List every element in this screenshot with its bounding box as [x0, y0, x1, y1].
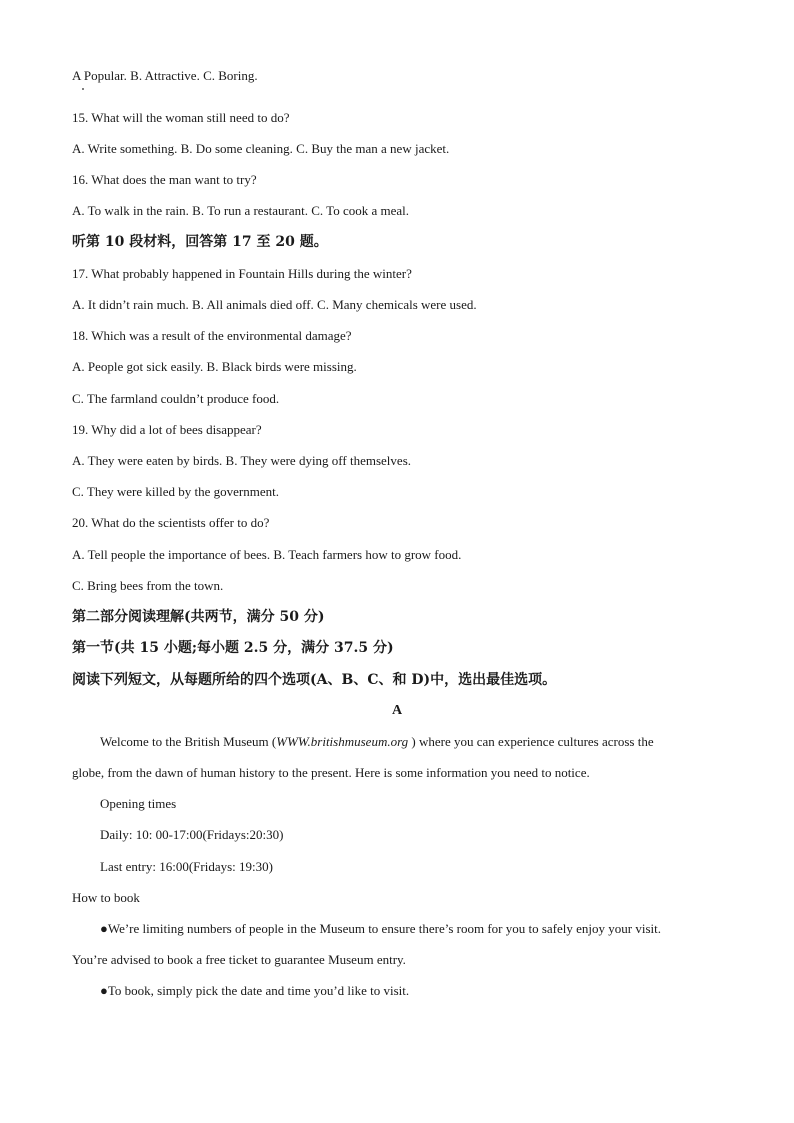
museum-website: WWW.britishmuseum.org	[276, 734, 412, 749]
passage-line-1	[100, 734, 654, 750]
q19-options-ab: A. They were eaten by birds. B. They were dying off themselves.	[72, 453, 411, 468]
daily-hours: Daily: 10: 00-17:00(Fridays:20:30)	[100, 827, 284, 842]
section-one-heading: 第一节(共 15 小题;每小题 2.5 分，满分 37.5 分)	[72, 640, 394, 656]
q14-options: A Popular. B. Attractive. C. Boring.	[72, 68, 258, 83]
q17-options: A. It didn’t rain much. B. All animals died off. C. Many chemicals were used.	[72, 297, 477, 312]
passage-title: A	[391, 703, 403, 718]
passage-text: ) where you can experience cultures across the	[411, 734, 654, 749]
q16-options: A. To walk in the rain. B. To run a restaurant. C. To cook a meal.	[72, 203, 410, 218]
stray-mark	[82, 88, 84, 90]
q19-question: 19. Why did a lot of bees disappear?	[72, 422, 262, 437]
q19-option-c: C. They were killed by the government.	[72, 484, 279, 499]
booking-bullet-1-cont: You’re advised to book a free ticket to guarantee Museum entry.	[72, 952, 406, 967]
passage-text: Welcome to the British Museum (	[100, 734, 277, 749]
q18-question: 18. Which was a result of the environmental damage?	[72, 328, 352, 343]
q20-options-ab: A. Tell people the importance of bees. B. Teach farmers how to grow food.	[72, 547, 462, 562]
q15-question: 15. What will the woman still need to do?	[72, 110, 290, 125]
q18-option-c: C. The farmland couldn’t produce food.	[72, 391, 280, 406]
q18-options-ab: A. People got sick easily. B. Black birds were missing.	[72, 359, 357, 374]
last-entry: Last entry: 16:00(Fridays: 19:30)	[100, 859, 273, 874]
q20-question: 20. What do the scientists offer to do?	[72, 515, 270, 530]
q17-question: 17. What probably happened in Fountain Hills during the winter?	[72, 266, 412, 281]
reading-instruction: 阅读下列短文，从每题所给的四个选项(A、B、C、和 D)中，选出最佳选项。	[72, 672, 557, 688]
how-to-book-heading: How to book	[72, 890, 140, 905]
booking-bullet-2: ●To book, simply pick the date and time you’d like to visit.	[100, 983, 410, 998]
q16-question: 16. What does the man want to try?	[72, 172, 257, 187]
section-instruction-10: 听第 10 段材料，回答第 17 至 20 题。	[72, 234, 328, 250]
booking-bullet-1: ●We’re limiting numbers of people in the Museum to ensure there’s room for you to safely enjoy your visit.	[100, 921, 661, 936]
part-two-heading: 第二部分阅读理解(共两节，满分 50 分)	[72, 609, 325, 625]
q20-option-c: C. Bring bees from the town.	[72, 578, 224, 593]
q15-options: A. Write something. B. Do some cleaning. C. Buy the man a new jacket.	[72, 141, 450, 156]
opening-times-heading: Opening times	[100, 796, 177, 811]
passage-line-2: globe, from the dawn of human history to the present. Here is some information you need to notice.	[72, 765, 590, 780]
